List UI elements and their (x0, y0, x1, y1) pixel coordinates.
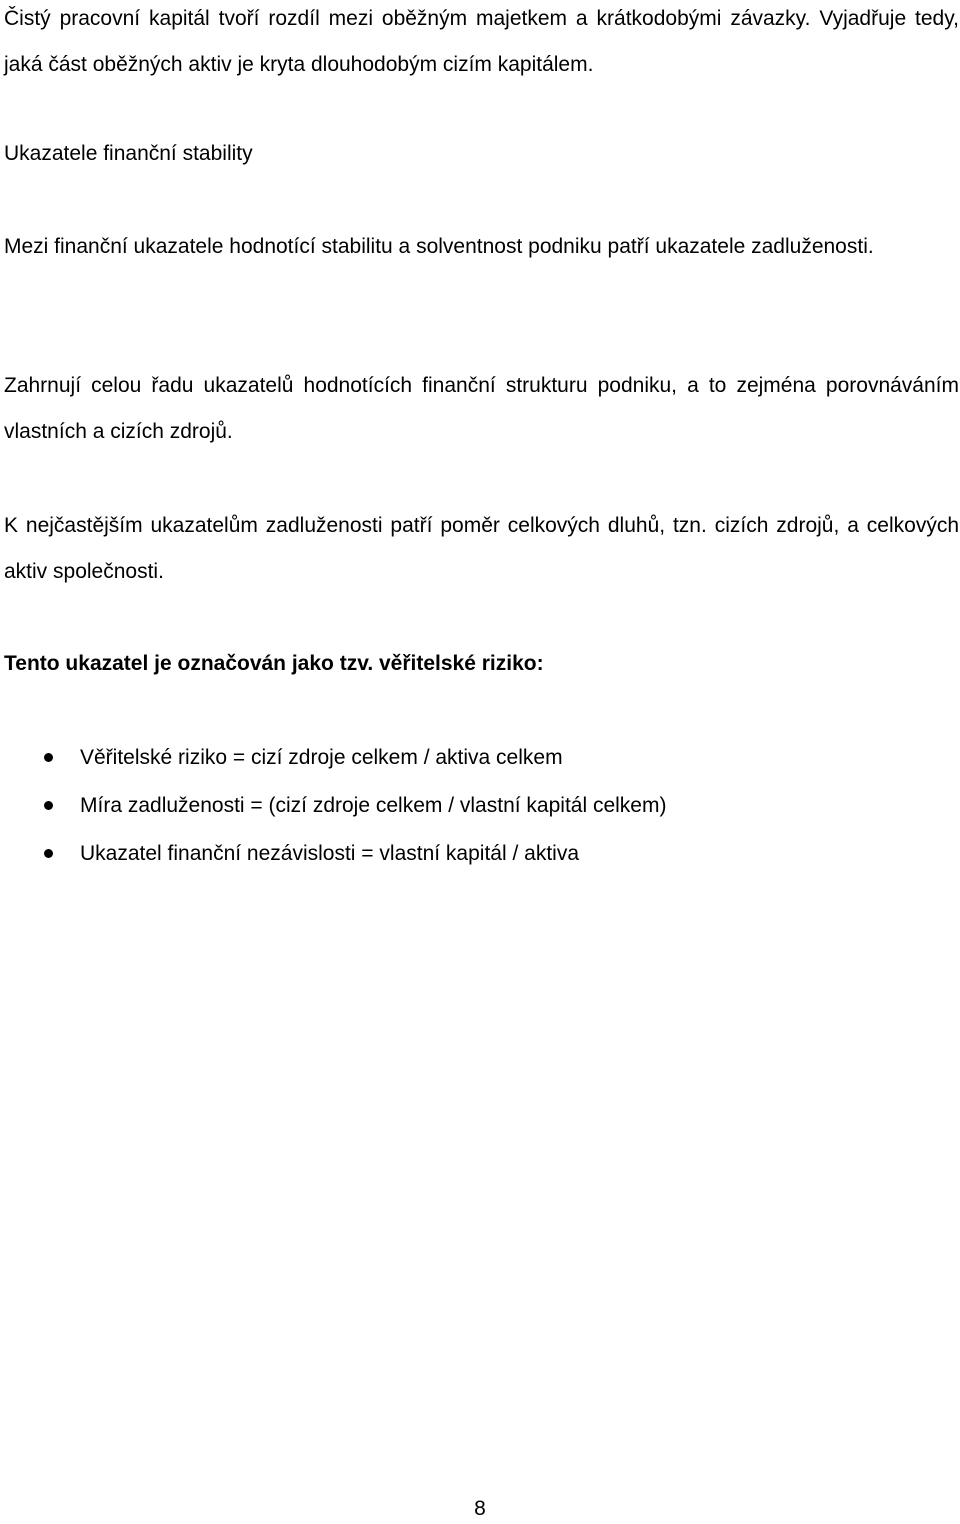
intro-paragraph: Čistý pracovní kapitál tvoří rozdíl mezi oběžným majetkem a krátkodobými závazky. Vyjadřuje tedy, jaká část oběžných aktiv je kryta dlouhodobým cizím kapitálem. (4, 7, 959, 76)
paragraph-structure: Zahrnují celou řadu ukazatelů hodnotících finanční strukturu podniku, a to zejména porovnáváním vlastních a cizích zdrojů. (4, 374, 959, 443)
bullet-icon (44, 801, 53, 810)
bullet-icon (44, 753, 53, 762)
page-number: 8 (474, 1497, 486, 1520)
section-heading: Ukazatele finanční stability (4, 142, 253, 165)
paragraph-stability: Mezi finanční ukazatele hodnotící stabilitu a solventnost podniku patří ukazatele zadluženosti. (4, 235, 874, 258)
formula-text: Věřitelské riziko = cizí zdroje celkem / aktiva celkem (80, 746, 563, 769)
formula-text: Míra zadluženosti = (cizí zdroje celkem / vlastní kapitál celkem) (80, 794, 667, 817)
list-item (0, 830, 960, 878)
list-item (0, 782, 960, 830)
bold-statement: Tento ukazatel je označován jako tzv. věřitelské riziko: (4, 652, 544, 675)
paragraph-debt-ratio: K nejčastějším ukazatelům zadluženosti patří poměr celkových dluhů, tzn. cizích zdrojů, a celkových aktiv společnosti. (4, 514, 959, 583)
formula-text: Ukazatel finanční nezávislosti = vlastní kapitál / aktiva (80, 842, 579, 865)
formula-list (0, 734, 960, 878)
bullet-icon (44, 849, 53, 858)
list-item (0, 734, 960, 782)
